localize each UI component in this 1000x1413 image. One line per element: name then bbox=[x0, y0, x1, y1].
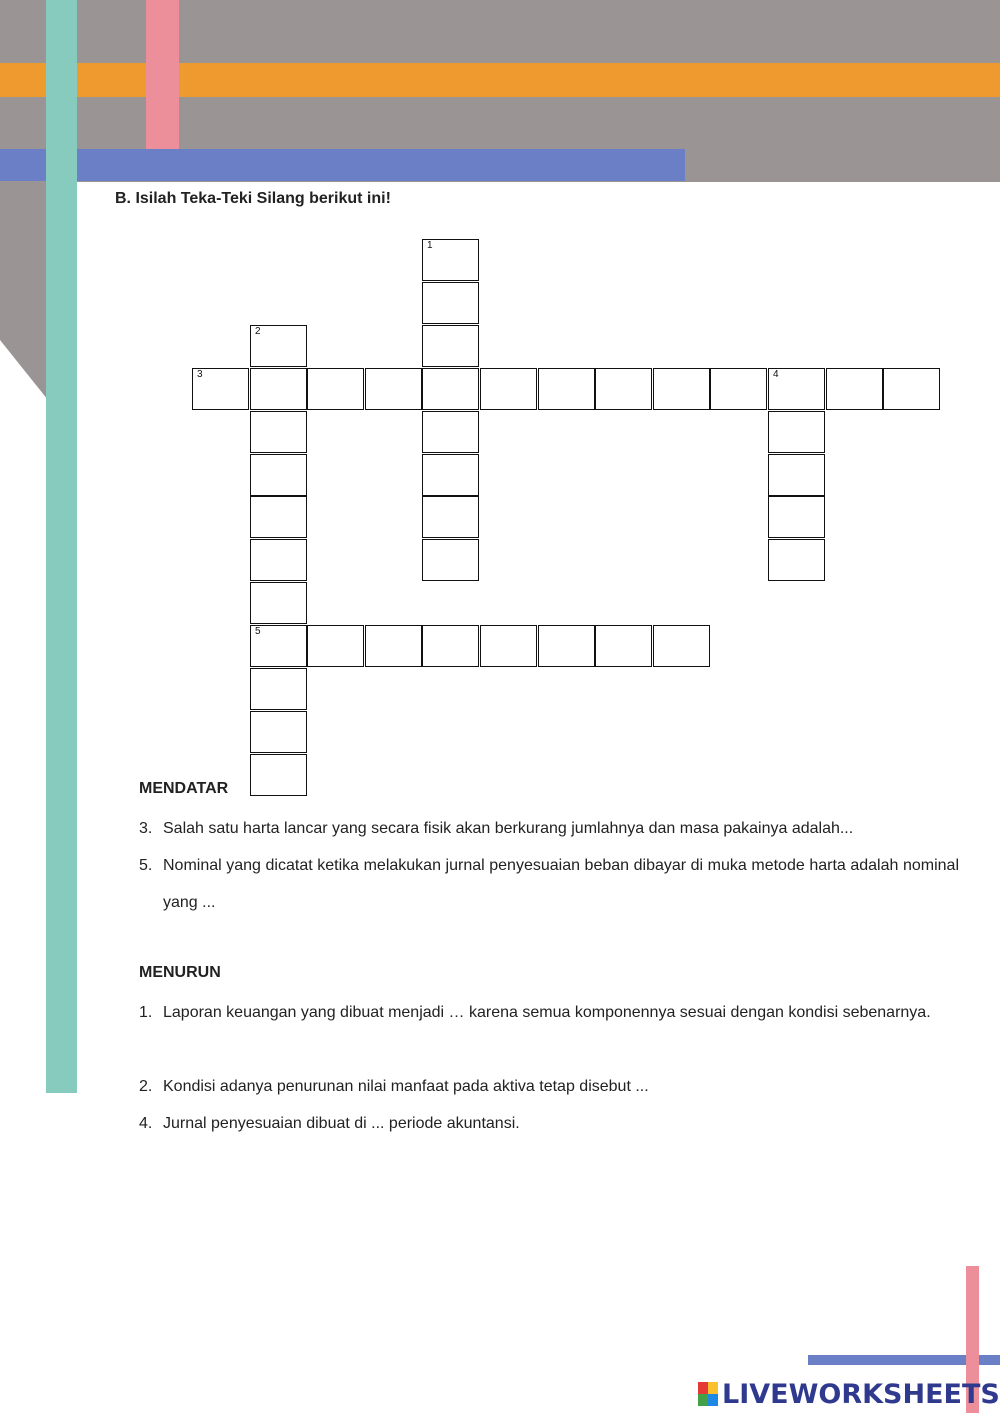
blue-stripe bbox=[0, 149, 685, 181]
crossword-cell[interactable] bbox=[653, 625, 710, 667]
pink-stripe bbox=[146, 0, 179, 149]
logo-badge-icon bbox=[698, 1382, 718, 1406]
crossword-cell[interactable] bbox=[422, 325, 479, 367]
crossword-cell[interactable] bbox=[307, 625, 364, 667]
crossword-cell[interactable] bbox=[250, 454, 307, 496]
clue-menurun-1 bbox=[139, 994, 959, 1031]
crossword-cell[interactable] bbox=[538, 625, 595, 667]
clue-mendatar-3 bbox=[139, 810, 959, 847]
crossword-cell[interactable] bbox=[422, 454, 479, 496]
crossword-cell[interactable] bbox=[768, 368, 825, 410]
clue-number-label: 2 bbox=[255, 326, 261, 337]
crossword-cell[interactable] bbox=[883, 368, 940, 410]
crossword-cell[interactable] bbox=[480, 368, 537, 410]
crossword-cell[interactable] bbox=[250, 668, 307, 710]
crossword-cell[interactable] bbox=[250, 711, 307, 753]
clue-number-label: 1 bbox=[427, 240, 433, 251]
badge-square bbox=[708, 1382, 718, 1394]
clue-menurun-2 bbox=[139, 1068, 959, 1105]
clue-number-label: 5 bbox=[255, 626, 261, 637]
menurun-heading: MENURUN bbox=[139, 964, 221, 981]
crossword-cell[interactable] bbox=[192, 368, 249, 410]
crossword-cell[interactable] bbox=[422, 539, 479, 581]
crossword-cell[interactable] bbox=[250, 539, 307, 581]
crossword-cell[interactable] bbox=[250, 625, 307, 667]
clue-number-label: 3 bbox=[197, 369, 203, 380]
clue-number-label: 4 bbox=[773, 369, 779, 380]
crossword-cell[interactable] bbox=[422, 496, 479, 538]
crossword-cell[interactable] bbox=[250, 368, 307, 410]
clue-text: Salah satu harta lancar yang secara fisik akan berkurang jumlahnya dan masa pakainya adalah... bbox=[163, 820, 854, 837]
crossword-cell[interactable] bbox=[250, 411, 307, 453]
crossword-cell[interactable] bbox=[250, 754, 307, 796]
crossword-cell[interactable] bbox=[422, 411, 479, 453]
clue-text: Laporan keuangan yang dibuat menjadi … karena semua komponennya sesuai dengan kondisi sebenarnya. bbox=[163, 1004, 931, 1021]
clue-menurun-4 bbox=[139, 1105, 959, 1142]
crossword-cell[interactable] bbox=[768, 454, 825, 496]
crossword-cell[interactable] bbox=[365, 368, 422, 410]
crossword-cell[interactable] bbox=[422, 368, 479, 410]
crossword-cell[interactable] bbox=[250, 496, 307, 538]
crossword-cell[interactable] bbox=[422, 239, 479, 281]
clue-number: 4. bbox=[139, 1115, 153, 1132]
crossword-cell[interactable] bbox=[595, 625, 652, 667]
mendatar-heading: MENDATAR bbox=[139, 780, 229, 797]
crossword-cell[interactable] bbox=[768, 496, 825, 538]
section-title: B. Isilah Teka-Teki Silang berikut ini! bbox=[115, 190, 391, 207]
badge-square bbox=[698, 1382, 708, 1394]
clue-number: 5. bbox=[139, 857, 153, 874]
badge-square bbox=[708, 1394, 718, 1406]
clue-text: Nominal yang dicatat ketika melakukan jurnal penyesuaian beban dibayar di muka metode harta adalah nominal yang ... bbox=[163, 857, 959, 911]
teal-stripe bbox=[46, 0, 77, 1093]
clue-number: 1. bbox=[139, 1004, 153, 1021]
crossword-cell[interactable] bbox=[307, 368, 364, 410]
crossword-cell[interactable] bbox=[365, 625, 422, 667]
crossword-cell[interactable] bbox=[653, 368, 710, 410]
clue-text: Jurnal penyesuaian dibuat di ... periode akuntansi. bbox=[163, 1115, 520, 1132]
crossword-cell[interactable] bbox=[422, 282, 479, 324]
crossword-cell[interactable] bbox=[250, 582, 307, 624]
clue-mendatar-5 bbox=[139, 847, 959, 921]
side-grey-band bbox=[0, 0, 48, 400]
crossword-cell[interactable] bbox=[480, 625, 537, 667]
crossword-cell[interactable] bbox=[710, 368, 767, 410]
crossword-cell[interactable] bbox=[826, 368, 883, 410]
clue-number: 2. bbox=[139, 1078, 153, 1095]
crossword-cell[interactable] bbox=[768, 539, 825, 581]
crossword-cell[interactable] bbox=[768, 411, 825, 453]
logo-text: LIVEWORKSHEETS bbox=[722, 1378, 1000, 1410]
crossword-cell[interactable] bbox=[595, 368, 652, 410]
liveworksheets-logo bbox=[698, 1377, 1000, 1411]
crossword-cell[interactable] bbox=[538, 368, 595, 410]
badge-square bbox=[698, 1394, 708, 1406]
clue-text: Kondisi adanya penurunan nilai manfaat pada aktiva tetap disebut ... bbox=[163, 1078, 649, 1095]
crossword-cell[interactable] bbox=[250, 325, 307, 367]
crossword-cell[interactable] bbox=[422, 625, 479, 667]
clue-number: 3. bbox=[139, 820, 153, 837]
